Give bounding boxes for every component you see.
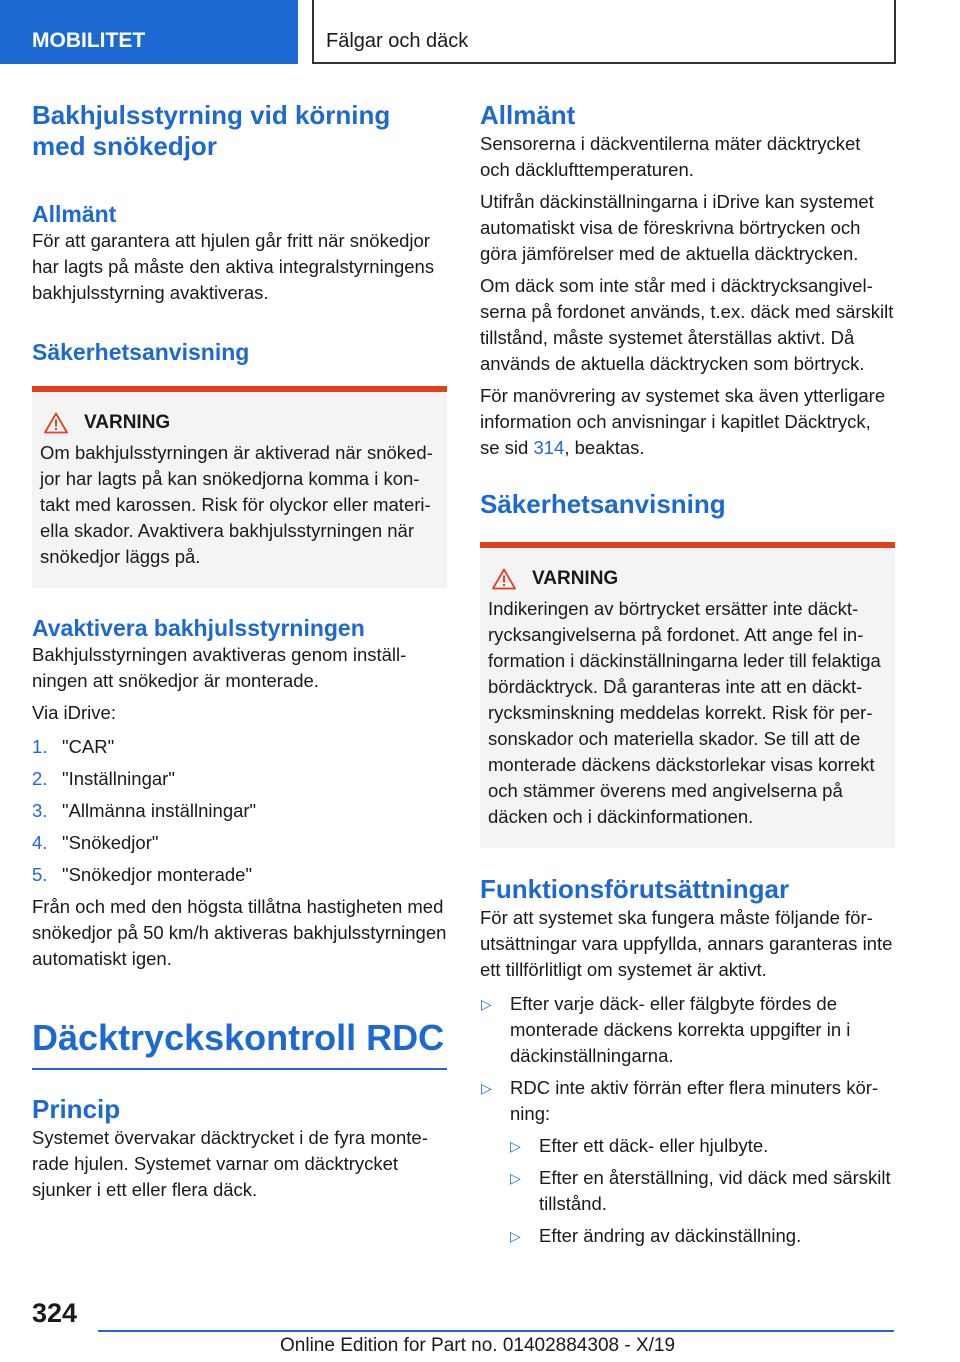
list-item [32,734,447,760]
triangle-bullet-icon: ▷ [510,1228,521,1244]
heading-general-rdc: Allmänt [480,100,576,130]
paragraph-reset: Om däck som inte står med i däcktrycksangivelserna på fordonet används, t.ex. däck med särskilt tillstånd, måste systemet återställas aktivt. Då används de aktuella däcktrycken som börtryck. [480,275,894,374]
warning-label: VARNING [532,568,619,589]
list-item [509,1133,895,1159]
step-number: 3. [32,800,48,821]
heading-safety-rdc: Säkerhetsanvisning [480,489,726,519]
paragraph-operation-text: För manövrering av systemet ska även ytterligare information och anvisningar i kapitlet Däcktryck, se sid [480,385,886,458]
prerequisites-list [480,991,895,1249]
list-item [509,1223,895,1249]
triangle-bullet-icon: ▷ [481,996,492,1012]
idrive-steps-list [32,734,447,888]
step-text: "Snökedjor" [62,832,159,853]
paragraph-via-idrive: Via iDrive: [32,702,116,723]
warning-label: VARNING [84,412,171,433]
step-text: "Allmänna inställningar" [62,800,257,821]
header-section-tab: MOBILITET [0,0,298,64]
list-item [32,830,447,856]
list-item [32,766,447,792]
warning-text: Indikeringen av börtrycket ersätter inte däcktrycksangivelserna på fordonet. Att ange fel information i däckinställningarna leder till felaktiga bördäcktryck. Då garanteras inte att en däcktrycksminskning meddelas korrekt. Risk för personskador och materiella skador. Se till att de monterade däckens däckstorlekar visas korrekt och stämmer överens med angivelserna på däcken och i däckinformationen. [488,598,881,827]
bullet-text: Efter varje däck- eller fälgbyte fördes de monterade däckens korrekta uppgifter in i däckinställningarna. [510,993,851,1066]
step-number: 5. [32,864,48,885]
sub-bullet-list [509,1133,895,1249]
sub-bullet-text: Efter ett däck- eller hjulbyte. [539,1135,769,1156]
sub-bullet-text: Efter ändring av däckinställning. [539,1225,802,1246]
right-column [480,100,895,1255]
triangle-bullet-icon: ▷ [481,1080,492,1096]
paragraph-prerequisites: För att systemet ska fungera måste följande förutsättningar vara uppfyllda, annars garanteras inte ett tillförlitligt om systemet är aktivt. [480,907,893,980]
step-number: 2. [32,768,48,789]
heading-principle: Princip [32,1094,121,1124]
triangle-bullet-icon: ▷ [510,1170,521,1186]
footer-rule [98,1330,894,1332]
heading-rule [32,1068,447,1070]
triangle-bullet-icon: ▷ [510,1138,521,1154]
warning-title [488,566,887,592]
bullet-text: RDC inte aktiv förrän efter flera minuters körning: [510,1077,879,1124]
heading-safety: Säkerhetsanvisning [32,339,250,365]
paragraph-operation-tail: , beaktas. [564,437,645,458]
footer-edition: Online Edition for Part no. 01402884308 - X/19 [280,1335,676,1356]
warning-title [40,410,439,436]
warning-triangle-icon [492,568,516,590]
paragraph-general: För att garantera att hjulen går fritt när snökedjor har lagts på måste den aktiva integralstyrningens bakhjulsstyrning avaktiveras. [32,230,435,303]
warning-text: Om bakhjulsstyrningen är aktiverad när snökedjor har lagts på kan snökedjorna komma i kontakt med karossen. Risk för olyckor eller materiella skador. Avaktivera bakhjulsstyrningen när snökedjor läggs på. [40,442,433,567]
list-item [32,798,447,824]
warning-box [32,386,447,588]
page-reference-link[interactable]: 314 [533,437,565,458]
heading-rear-steering: Bakhjulsstyrning vid körning med snökedjor [32,100,391,161]
warning-box-rdc [480,542,895,848]
step-text: "Snökedjor monterade" [62,864,253,885]
page-number: 324 [32,1298,78,1328]
sub-bullet-text: Efter en återställning, vid däck med särskilt tillstånd. [539,1167,891,1214]
paragraph-idrive-settings: Utifrån däckinställningarna i iDrive kan systemet automatiskt visa de föreskrivna börtrycken och göra jämförelser med de aktuella däcktrycken. [480,191,874,264]
paragraph-deactivate: Bakhjulsstyrningen avaktiveras genom inställningen att snökedjor är monterade. [32,644,407,691]
paragraph-sensors: Sensorerna i däckventilerna mäter däcktrycket och däcklufttemperaturen. [480,133,861,180]
heading-rdc: Däcktryckskontroll RDC [32,1017,445,1058]
step-number: 4. [32,832,48,853]
list-item [509,1165,895,1217]
left-column [32,100,447,1203]
heading-deactivate: Avaktivera bakhjulsstyrningen [32,615,365,641]
warning-triangle-icon [44,412,68,434]
paragraph-operation [480,383,895,461]
step-text: "CAR" [62,736,115,757]
step-number: 1. [32,736,48,757]
list-item [32,862,447,888]
paragraph-principle: Systemet övervakar däcktrycket i de fyra monterade hjulen. Systemet varnar om däcktrycket sjunker i ett eller flera däck. [32,1127,428,1200]
step-text: "Inställningar" [62,768,175,789]
paragraph-speed: Från och med den högsta tillåtna hastigheten med snökedjor på 50 km/h aktiveras bakhjulsstyrningen automatiskt igen. [32,896,447,969]
heading-prerequisites: Funktionsförutsättningar [480,874,790,904]
header-chapter-title: Fälgar och däck [312,0,896,64]
list-item [480,1075,895,1249]
list-item [480,991,895,1069]
heading-general: Allmänt [32,201,117,227]
